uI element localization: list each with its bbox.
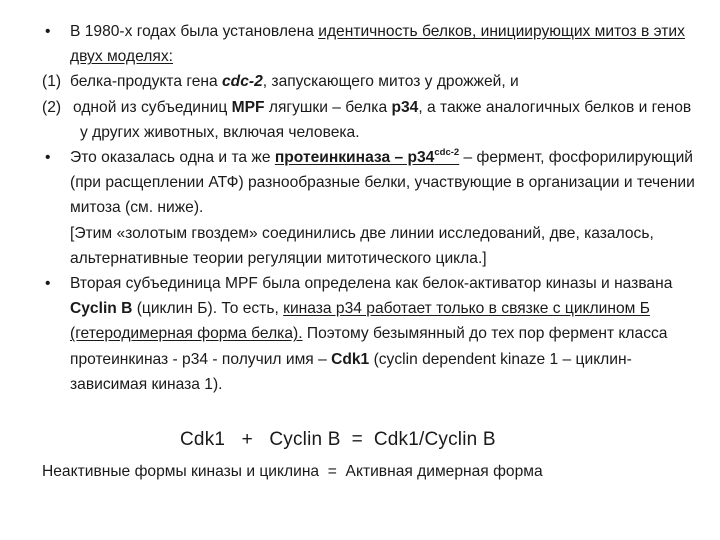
numbered-item-1 [42,69,702,94]
gene-name-cdc2: cdc-2 [222,73,263,91]
bullet-2-text-end: – фермент, фосфорилирующий (при расщеплении АТФ) разнообразные белки, участвующие в организации и течении митоза (см. ниже). [70,149,695,217]
bullet-marker: • [45,149,51,167]
superscript-cdc2: cdc-2 [434,147,460,159]
bullet-2-text: Это оказалась одна и та же [70,149,275,167]
number-label-2: (2) [42,98,62,116]
term-p34: р34 [391,98,419,116]
term-cyclin-b: Cyclin B [70,300,133,318]
slide-body [42,19,702,397]
numbered-1-text-end: , запускающего митоз у дрожжей, и [262,73,519,91]
bullet-3-underlined-text: киназа р34 работает только в связке с циклином Б (гетеродимерная форма белка). [70,300,650,343]
formula-caption: Неактивные формы киназы и циклина = Активная димерная форма [42,463,543,480]
numbered-2-text-mid: лягушки – белка [264,98,392,116]
numbered-2-text-end: , а также аналогичных белков и генов у других животных, включая человека. [80,98,692,141]
bullet-3-text-2: (циклин Б). То есть, [132,300,284,318]
bracket-note: [Этим «золотым гвоздем» соединились две линии исследований, две, казалось, альтернативные теории регуляции митотического цикла.] [70,224,654,267]
formula: Cdk1 + Cyclin B = Cdk1/Cyclin B [180,429,496,450]
term-mpf: MPF [231,98,265,116]
term-protein-kinase: протеинкиназа – $р34^{cdc-2}$ [274,147,460,167]
bullet-marker: • [45,275,51,293]
bullet-3-text-end: (cyclin dependent kinaze 1 – циклин-зависимая киназа 1). [70,350,632,393]
bullet-3-text-3: Поэтому безымянный до тех пор фермент класса протеинкиназ - р34 - получил имя – [70,325,668,368]
bullet-item-1 [42,19,702,69]
numbered-2-text: одной из субъединиц [73,98,232,116]
numbered-item-2 [42,95,702,145]
bullet-1-underlined-text: идентичность белков, инициирующих митоз в этих двух моделях: [70,23,685,66]
bullet-3-text: Вторая субъединица MPF была определена как белок-активатор киназы и названа [70,275,673,293]
bullet-item-2 [42,145,702,271]
numbered-1-text: белка-продукта гена [70,73,222,91]
term-cdk1: Cdk1 [331,350,370,368]
bullet-1-text: В 1980-х годах была установлена [70,23,319,40]
bullet-marker: • [45,23,51,40]
bullet-item-3 [42,271,702,397]
number-label-1: (1) [42,73,62,91]
